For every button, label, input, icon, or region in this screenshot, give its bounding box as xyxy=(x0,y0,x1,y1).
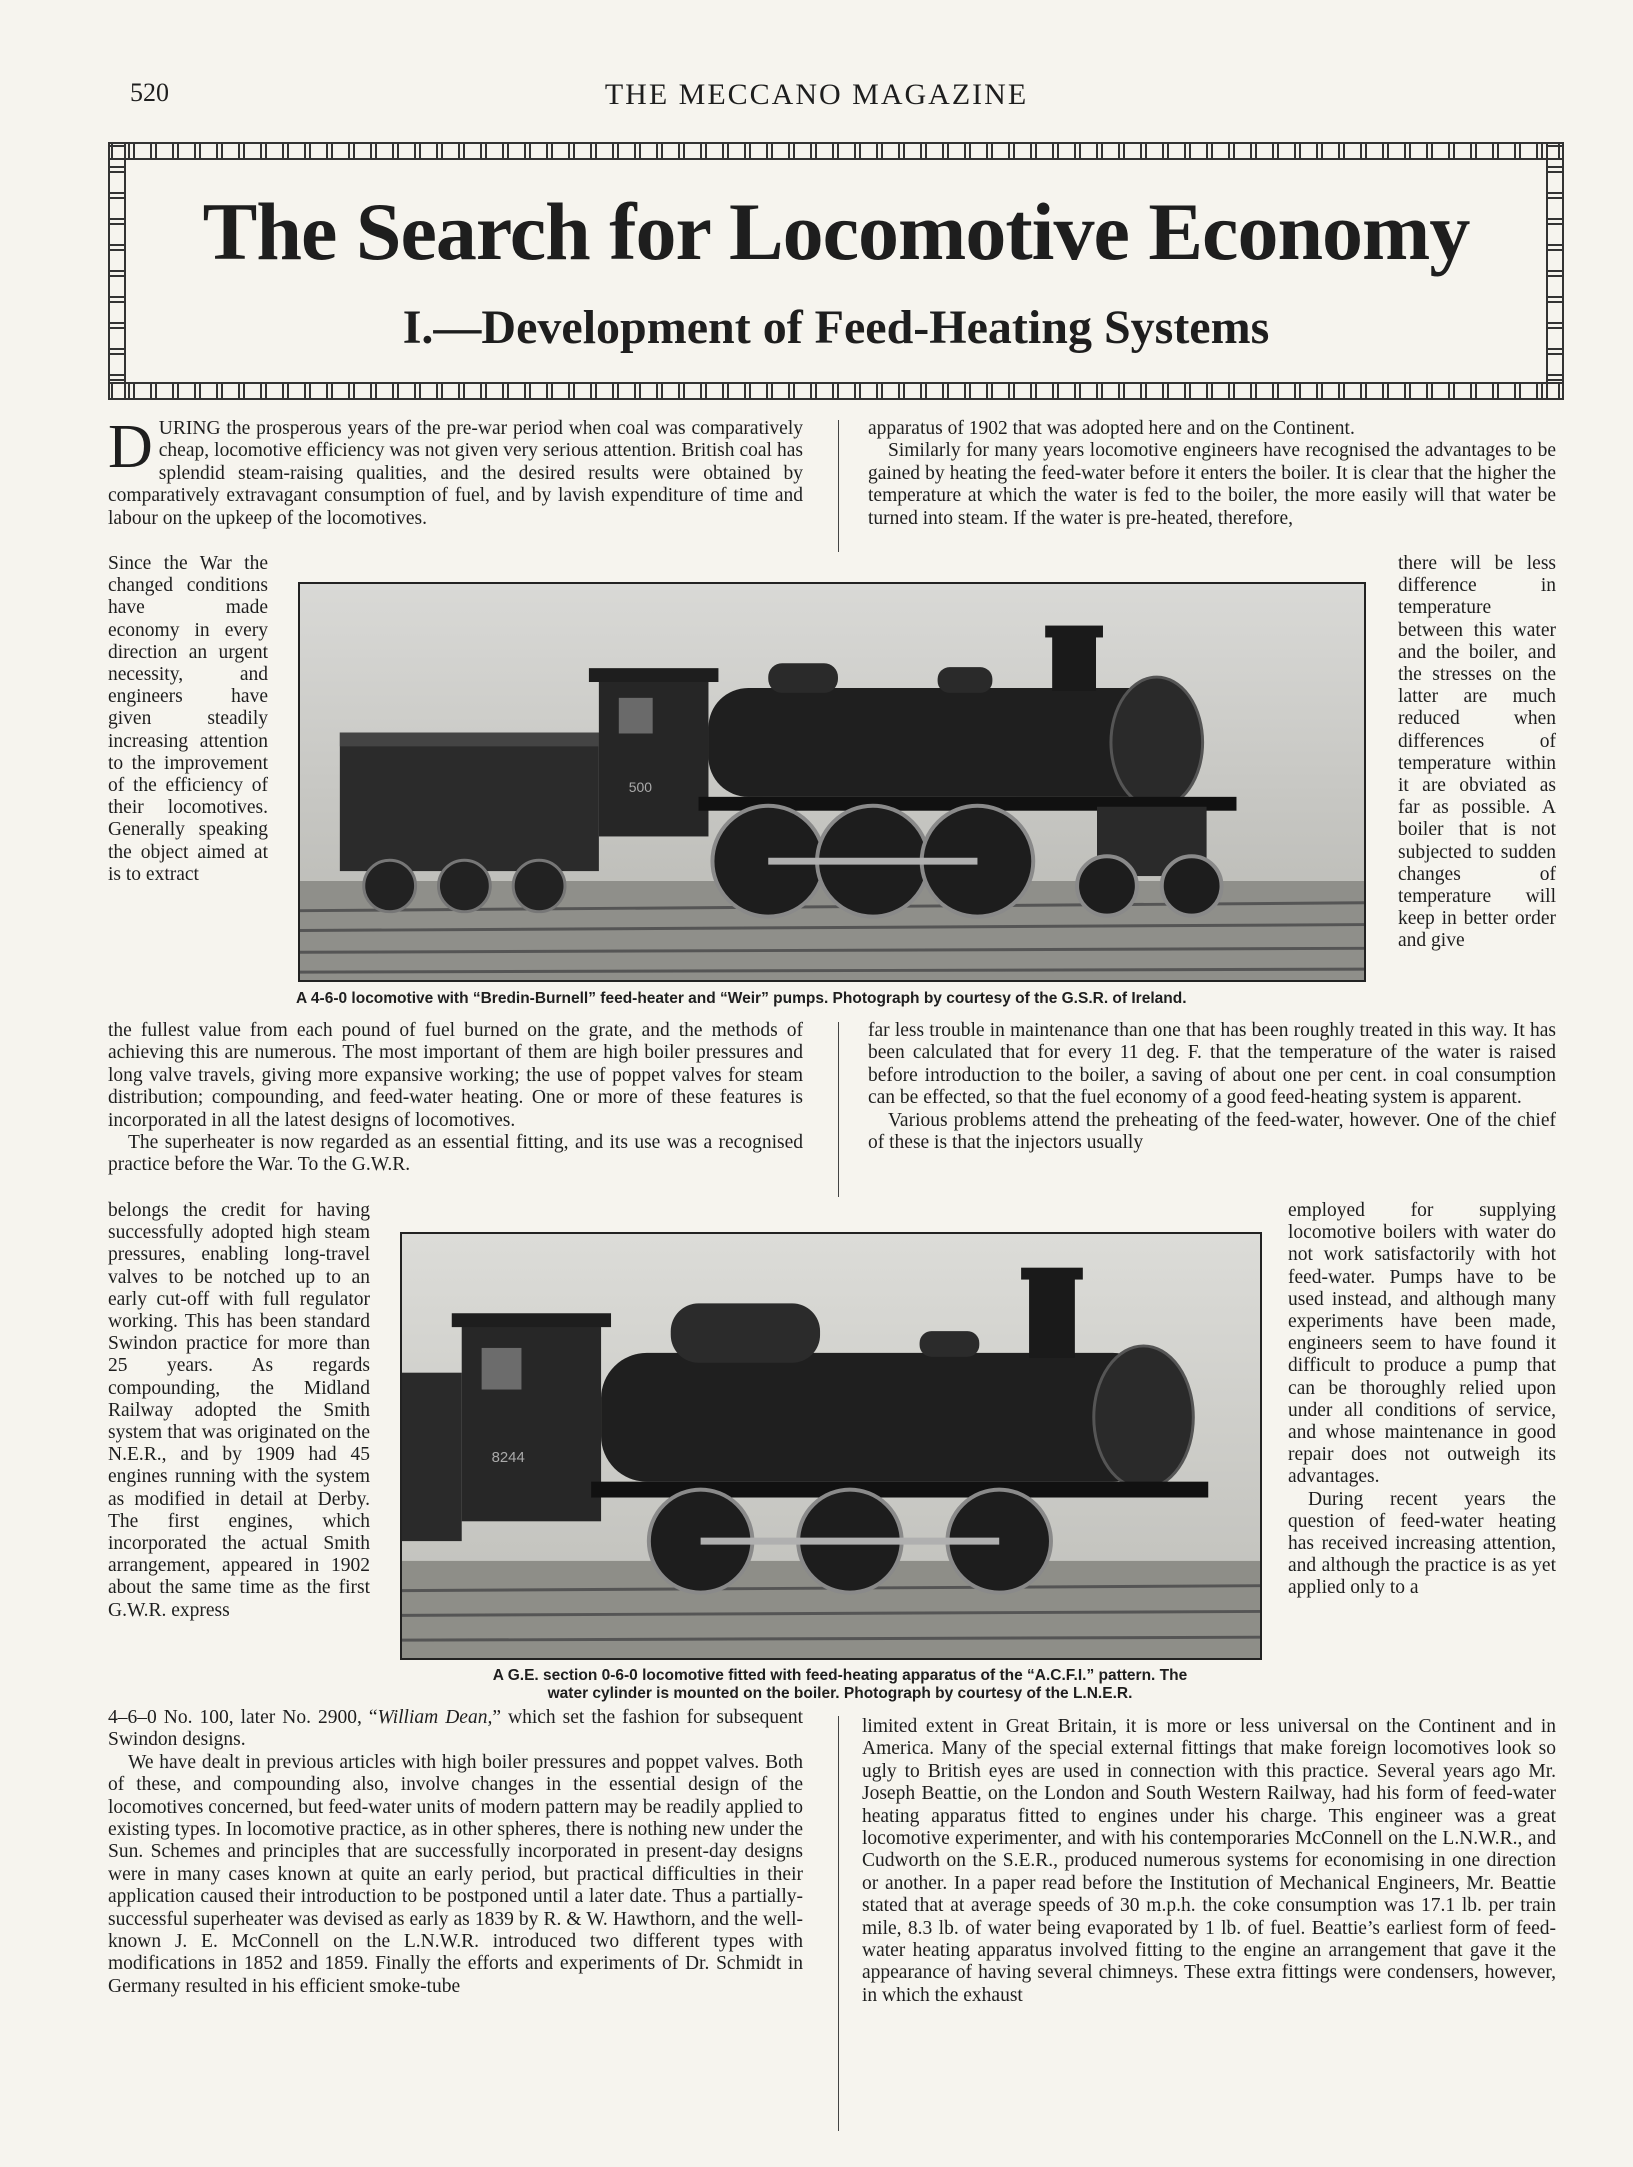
wrap-left-1: Since the War the changed conditions have made economy in every direction an urgent necessity, and engineers have given steadily increasing attention to the improvement of the efficiency of their locomotives. Generally speaking the object aimed at is to extract xyxy=(108,553,268,885)
text-run: 4–6–0 No. 100, later No. 2900, “ xyxy=(108,1707,378,1728)
caption-line: A G.E. section 0-6-0 locomotive fitted with feed-heating apparatus of the “A.C.F.I.” pattern. The xyxy=(492,1667,1188,1684)
locomotive-photo-4-6-0 xyxy=(298,582,1366,982)
wrap-right-1: there will be less difference in temperature between this water and the boiler, and the stresses on the latter are much reduced when differences of temperature within it are obviated as far as possible. A boiler that is not subjected to sudden changes of temperature will keep in better order and give xyxy=(1398,553,1556,952)
paragraph: During recent years the question of feed-water heating has received increasing attention, and although the practice is as yet applied only to a xyxy=(1288,1488,1556,1599)
article-subtitle: I.—Development of Feed-Heating Systems xyxy=(402,301,1270,354)
col2-top xyxy=(868,418,1556,530)
col1-bottom xyxy=(108,1707,803,1998)
locomotive-name: William Dean, xyxy=(377,1707,493,1728)
col1-intro xyxy=(108,413,803,530)
paragraph: Similarly for many years locomotive engineers have recognised the advantages to be gained by heating the feed-water before it enters the boiler. It is clear that the higher the temperature at which the water is fed to the boiler, the more easily will that water be turned into steam. If the water is pre-heated, therefore, xyxy=(868,440,1556,529)
border-bottom xyxy=(108,382,1564,400)
paragraph: the fullest value from each pound of fuel burned on the grate, and the methods of achieving this are numerous. The most important of them are high boiler pressures and long valve travels, giving more expansive working; the use of poppet valves for steam distribution; compounding, and feed-water heating. One or more of these features is incorporated in all the latest designs of locomotives. xyxy=(108,1020,803,1131)
wrap-right-2 xyxy=(1288,1200,1556,1600)
locomotive-photo-0-6-0 xyxy=(400,1232,1262,1660)
paragraph: The superheater is now regarded as an essential fitting, and its use was a recognised practice before the War. To the G.W.R. xyxy=(108,1132,803,1176)
paragraph: limited extent in Great Britain, it is more or less universal on the Continent and in America. Many of the special external fittings that make foreign locomotives look so ugly to British eyes are used in connection with this practice. Several years ago Mr. Joseph Beattie, on the London and South Western Railway, had his form of feed-water heating apparatus fitted to engines under his charge. This engineer was a great locomotive experimenter, and with his contemporaries McConnell on the L.N.W.R., and Cudworth on the S.E.R., produced numerous systems for economising in one direction or another. In a paper read before the Institution of Mechanical Engineers, Mr. Beattie stated that at average speeds of 30 m.p.h. the coke consumption was 17.1 lb. per train mile, 8.3 lb. of water being evaporated by 1 lb. of fuel. Beattie’s earliest form of feed-water heating apparatus involved fitting to the engine an arrangement that gave it the appearance of having several chimneys. These extra fittings were condensers, however, in which the exhaust xyxy=(862,1716,1556,2006)
photo1-caption: A 4-6-0 locomotive with “Bredin-Burnell” feed-heater and “Weir” pumps. Photograph by courtesy of the G.S.R. of Ireland. xyxy=(296,990,1187,1007)
number-plate: 500 xyxy=(628,778,653,795)
column-rule xyxy=(838,420,839,552)
article-title: The Search for Locomotive Economy xyxy=(202,186,1470,277)
paragraph: apparatus of 1902 that was adopted here and on the Continent. xyxy=(868,418,1355,439)
col1-middle xyxy=(108,1020,803,1177)
text-run: ” which set the fashion for subsequent Swindon designs. xyxy=(108,1707,803,1751)
intro-paragraph: URING the prosperous years of the pre-war period when coal was comparatively cheap, locomotive efficiency was not given very serious attention. British coal has splendid steam-raising qualities, and the desired results were obtained by comparatively extravagant consumption of fuel, and by lavish expenditure of time and labour on the upkeep of the locomotives. xyxy=(108,418,803,529)
paragraph: We have dealt in previous articles with high boiler pressures and poppet valves. Both of these, and compounding also, involve changes in the essential design of the locomotives concerned, but feed-water units of modern pattern may be readily applied to existing types. In locomotive practice, as in other spheres, there is nothing new under the Sun. Schemes and principles that are successfully incorporated in present-day designs were in many cases known at quite an early period, but practical difficulties in their application caused their introduction to be postponed until a later date. Thus a partially-successful superheater was devised as early as 1839 by R. & W. Hawthorn, and the well-known J. E. McConnell on the L.N.W.R. introduced two different types with modifications in 1852 and 1859. Finally the efforts and experiments of Dr. Schmidt in Germany resulted in his efficient smoke-tube xyxy=(108,1751,803,1997)
drop-cap: D xyxy=(108,413,153,481)
page-number: 520 xyxy=(130,78,169,107)
magazine-name: THE MECCANO MAGAZINE xyxy=(604,78,1029,111)
caption-line: water cylinder is mounted on the boiler. Photograph by courtesy of the L.N.E.R. xyxy=(547,1685,1133,1702)
locomotive-0-6-0-illustration xyxy=(402,1234,1260,1658)
paragraph: far less trouble in maintenance than one that has been roughly treated in this way. It has been calculated that for every 11 deg. F. that the temperature of the water is raised before introduction to the boiler, a saving of about one per cent. in coal consumption can be effected, so that the fuel economy of a good feed-heating system is apparent. xyxy=(868,1020,1556,1109)
col2-middle xyxy=(868,1020,1556,1154)
paragraph: employed for supplying locomotive boilers with water do not work satisfactorily with hot feed-water. Pumps have to be used instead, and although many experiments have been made, engineers seem to have found it difficult to produce a pump that can be thoroughly relied upon under all conditions of service, and whose maintenance in good repair does not outweigh its advantages. xyxy=(1288,1200,1556,1488)
wrap-left-2: belongs the credit for having successfully adopted high steam pressures, enabling long-travel valves to be notched up to an early cut-off with full regulator working. This has been standard Swindon practice for more than 25 years. As regards compounding, the Midland Railway adopted the Smith system that was originated on the N.E.R., and by 1909 had 45 engines running with the system as modified in detail at Derby. The first engines, which incorporated the actual Smith arrangement, appeared in 1902 about the same time as the first G.W.R. express xyxy=(108,1200,370,1621)
photo2-caption xyxy=(400,1667,1280,1703)
column-rule xyxy=(838,1022,839,1197)
border-top xyxy=(108,142,1564,160)
locomotive-4-6-0-illustration xyxy=(300,584,1364,980)
number-plate: 8244 xyxy=(491,1449,525,1466)
running-head xyxy=(0,78,1633,118)
paragraph: Various problems attend the preheating of the feed-water, however. One of the chief of these is that the injectors usually xyxy=(868,1109,1556,1154)
column-rule xyxy=(838,1716,839,2131)
paragraph xyxy=(108,1707,803,1752)
col2-bottom xyxy=(862,1716,1556,2007)
